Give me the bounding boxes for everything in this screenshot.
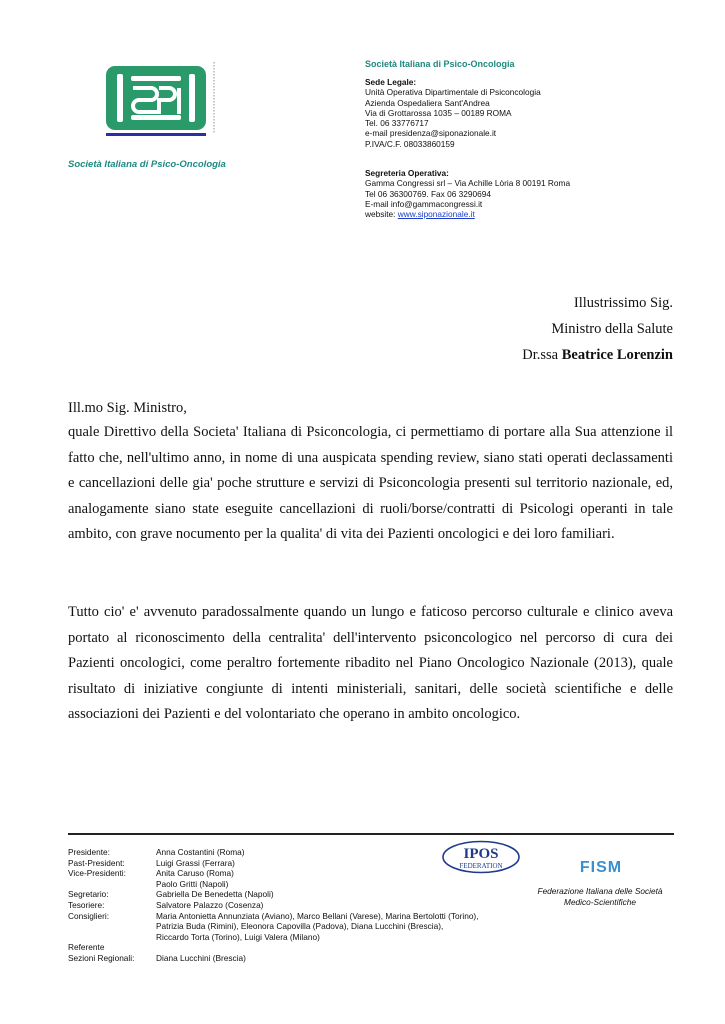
website-label: website: bbox=[365, 209, 398, 220]
role-label: Vice-Presidenti: bbox=[68, 868, 126, 879]
recipient-name: Beatrice Lorenzin bbox=[561, 347, 673, 363]
logo-caption: Società Italiana di Psico-Oncologia bbox=[68, 159, 226, 170]
fism-text: FISM bbox=[579, 859, 623, 876]
segreteria-label: Segreteria Operativa: bbox=[365, 168, 449, 178]
role-name: Anita Caruso (Roma) bbox=[156, 868, 234, 879]
salutation: Ill.mo Sig. Ministro, bbox=[68, 400, 187, 416]
role-name: Maria Antonietta Annunziata (Aviano), Marco Bellani (Varese), Marina Bertolotti (Torino), bbox=[156, 910, 479, 921]
ipos-federation-logo bbox=[441, 840, 521, 874]
segreteria-line: Gamma Congressi srl – Via Achille Lòria 8 00191 Roma bbox=[365, 178, 571, 189]
role-name: Luigi Grassi (Ferrara) bbox=[156, 857, 235, 868]
sede-legale-label: Sede Legale: bbox=[365, 77, 417, 87]
recipient-name-line bbox=[522, 347, 673, 364]
sipo-logo bbox=[103, 62, 215, 138]
sede-line: Tel. 06 33776717 bbox=[365, 118, 429, 129]
recipient-line-1: Illustrissimo Sig. bbox=[573, 295, 673, 311]
ipos-sub: FEDERATION bbox=[459, 862, 503, 870]
sede-line: P.IVA/C.F. 08033860159 bbox=[365, 138, 455, 149]
recipient-line-2: Ministro della Salute bbox=[551, 321, 673, 337]
role-label: Tesoriere: bbox=[68, 899, 105, 910]
fism-caption-line: Federazione Italiana delle Società bbox=[537, 886, 663, 896]
footer-role-labels bbox=[68, 847, 134, 964]
role-label: Past-President: bbox=[68, 857, 125, 868]
fism-caption-line: Medico-Scientifiche bbox=[564, 896, 636, 907]
recipient-prefix: Dr.ssa bbox=[522, 347, 562, 363]
role-name: Gabriella De Benedetta (Napoli) bbox=[156, 889, 274, 900]
role-name: Diana Lucchini (Brescia) bbox=[156, 952, 246, 963]
sede-line: Unità Operativa Dipartimentale di Psiconcologia bbox=[365, 87, 541, 98]
sede-line: e-mail presidenza@siponazionale.it bbox=[365, 128, 497, 139]
sede-legale-block bbox=[365, 77, 541, 149]
website-line bbox=[365, 209, 570, 219]
paragraph-1: quale Direttivo della Societa' Italiana di Psiconcologia, ci permettiamo di portare alla Sua attenzione il fatto che, nell'ultimo anno, in nome di una auspicata spending review, siano stati operati declassamenti e cancellazioni delle gia' poche strutture e servizi di Psiconcologia presenti sul territorio nazionale, ed, analogamente siano state eseguite cancellazioni di ruoli/borse/contratti di Psicologi operanti in tale ambito, con grave nocumento per la qualita' di vita dei Pazienti oncologici e dei loro familiari. bbox=[68, 424, 673, 543]
segreteria-line: E-mail info@gammacongressi.it bbox=[365, 198, 483, 209]
role-name: Patrizia Buda (Rimini), Eleonora Capovilla (Padova), Diana Lucchini (Brescia), bbox=[156, 921, 444, 932]
footer-role-names bbox=[156, 847, 479, 964]
fism-caption bbox=[520, 886, 680, 907]
org-title: Società Italiana di Psico-Oncologia bbox=[365, 59, 515, 69]
sede-line: Via di Grottarossa 1035 – 00189 ROMA bbox=[365, 107, 512, 118]
sede-line: Azienda Ospedaliera Sant'Andrea bbox=[365, 97, 490, 108]
segreteria-block bbox=[365, 168, 570, 219]
role-label: Referente bbox=[68, 942, 105, 953]
role-name: Salvatore Palazzo (Cosenza) bbox=[156, 899, 264, 910]
website-link[interactable]: www.siponazionale.it bbox=[397, 209, 475, 220]
fism-logo bbox=[574, 856, 628, 876]
segreteria-line: Tel 06 36300769. Fax 06 3290694 bbox=[365, 188, 491, 199]
role-label: Sezioni Regionali: bbox=[68, 952, 135, 963]
role-label: Presidente: bbox=[68, 847, 110, 857]
role-name: Paolo Gritti (Napoli) bbox=[156, 878, 229, 889]
footer-divider bbox=[68, 833, 674, 835]
role-name: Riccardo Torta (Torino), Luigi Valera (Milano) bbox=[156, 931, 320, 942]
role-name: Anna Costantini (Roma) bbox=[156, 847, 245, 857]
role-label: Consiglieri: bbox=[68, 910, 110, 921]
paragraph-2: Tutto cio' e' avvenuto paradossalmente quando un lungo e faticoso percorso culturale e clinico aveva portato al riconoscimento della centralita' dell'intervento psiconcologico nel percorso di cura dei Pazienti oncologici, come peraltro fortemente ribadito nel Piano Oncologico Nazionale (2013), quale risultato di iniziative congiunte di intenti ministeriali, sanitari, delle società scientifiche e delle associazioni dei Pazienti e del volontariato che operano in ambito oncologico. bbox=[68, 604, 673, 723]
role-label: Segretario: bbox=[68, 889, 109, 900]
ipos-text: IPOS bbox=[463, 846, 499, 862]
